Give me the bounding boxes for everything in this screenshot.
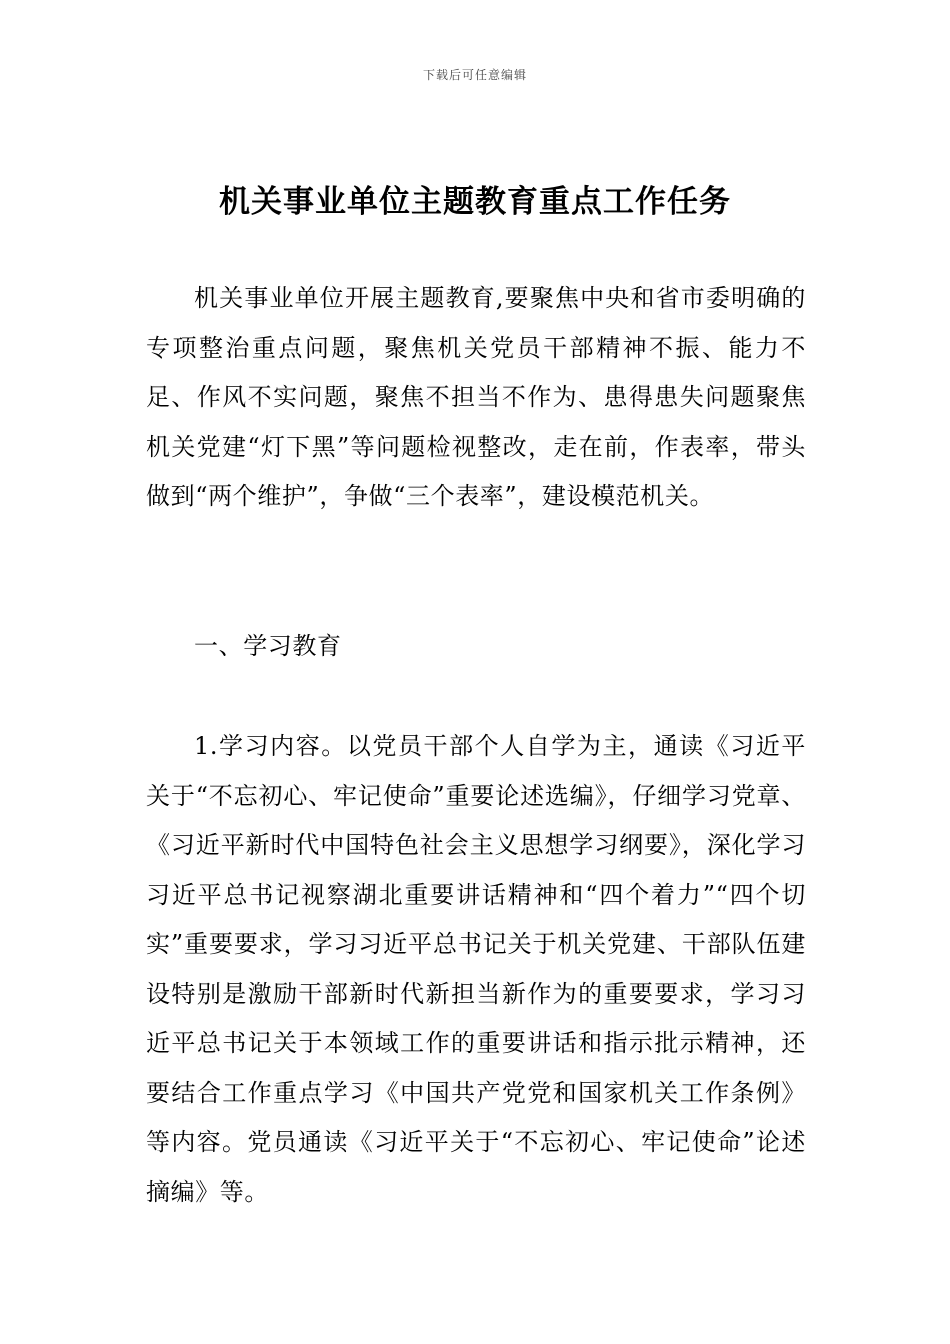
section-heading-study: 一、学习教育 bbox=[194, 632, 342, 660]
document-title: 机关事业单位主题教育重点工作任务 bbox=[219, 184, 731, 220]
header-note: 下载后可任意编辑 bbox=[422, 68, 527, 82]
study-content-paragraph: 1.学习内容。以党员干部个人自学为主，通读《习近平关于“不忘初心、牢记使命”重要论述选编》，仔细学习党章、《习近平新时代中国特色社会主义思想学习纲要》，深化学习习近平总书记视察湖北重要讲话精神和“四个着力”“四个切实”重要要求，学习习近平总书记关于机关党建、干部队伍建设特别是激励干部新时代新担当新作为的重要要求，学习习近平总书记关于本领域工作的重要讲话和指示批示精神，还要结合工作重点学习《中国共产党党和国家机关工作条例》等内容。党员通读《习近平关于“不忘初心、牢记使命”论述摘编》等。 bbox=[146, 732, 806, 1206]
intro-paragraph: 机关事业单位开展主题教育,要聚焦中央和省市委明确的专项整治重点问题，聚焦机关党员干部精神不振、能力不足、作风不实问题，聚焦不担当不作为、患得患失问题聚焦机关党建“灯下黑”等问题检视整改，走在前，作表率，带头做到“两个维护”，争做“三个表率”，建设模范机关。 bbox=[146, 284, 806, 510]
